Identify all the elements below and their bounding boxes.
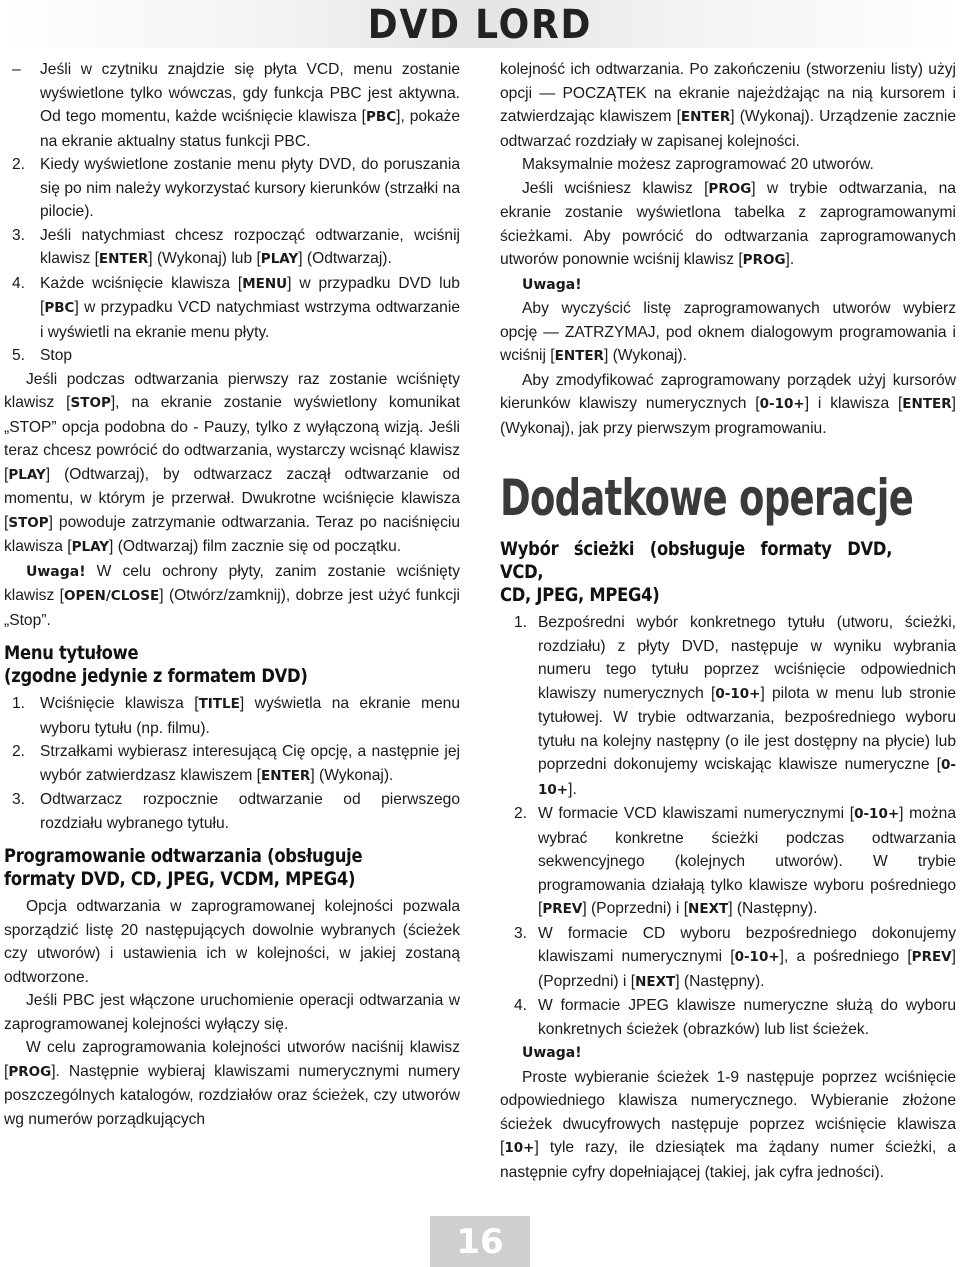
key-label: ENTER [260, 767, 311, 784]
key-label: 0-10+ [715, 685, 761, 702]
list-number: 3. [12, 226, 26, 244]
warning-label-line [500, 273, 956, 298]
key-label: MENU [242, 275, 288, 292]
list-item: 5. Stop [4, 344, 460, 368]
section-heading-programming: Programowanie odtwarzania (obsługuje formaty DVD, CD, JPEG, VCDM, MPEG4) [4, 845, 363, 890]
list-number: 4. [12, 274, 26, 292]
key-label: PBC [366, 109, 397, 125]
page-number: 16 [456, 1222, 504, 1262]
list-number: 2. [514, 805, 528, 822]
key-label: STOP [70, 395, 111, 411]
page-header [0, 0, 960, 52]
key-label: PROG [742, 252, 786, 268]
big-heading: Dodatkowe operacje [500, 469, 914, 527]
paragraph: kolejność ich odtwarzania. Po zakończeniu (stworzeniu listy) użyj opcji — POCZĄTEK na ekranie najeżdżając na nią kursorem i zatwierdzając klawiszem [ENTER] (Wykonaj). Urządzenie zacznie odtwarzać rozdziały w zapisanej kolejności. [500, 61, 956, 150]
list-number: 1. [514, 614, 528, 631]
list-item: 3. Jeśli natychmiast chcesz rozpocząć odtwarzanie, wciśnij klawisz [ENTER] (Wykonaj) lub [PLAY] (Odtwarzaj). [4, 224, 460, 272]
list-number: 5. [12, 347, 26, 364]
warning-label: Uwaga! [522, 276, 582, 293]
left-column [4, 58, 460, 1131]
section-heading-menu: Menu tytułowe (zgodne jedynie z formatem DVD) [4, 642, 308, 687]
key-label: PLAY [71, 539, 110, 555]
key-label: 0-10+ [538, 757, 956, 798]
list-item: 2. W formacie VCD klawiszami numerycznymi [0-10+] można wybrać konkretne ścieżki podczas odtwarzania sekwencyjnego (kolejnych utworów). W trybie programowania działają tylko klawisze wyboru pośredniego [PREV] (Poprzedni) i [NEXT] (Następny). [500, 802, 956, 922]
paragraph: W celu zaprogramowania kolejności utworów naciśnij klawisz [PROG]. Następnie wybieraj klawiszami numerycznymi numery poszczególnych katalogów, rozdziałów oraz ścieżek, czy utworów wg numerów porządkujących [4, 1039, 460, 1128]
brand-title: DVD LORD [367, 2, 593, 48]
list-item: 4. W formacie JPEG klawisze numeryczne służą do wyboru konkretnych ścieżek (obrazków) lub list ścieżek. [500, 994, 956, 1041]
key-label: 10+ [504, 1140, 535, 1156]
key-label: TITLE [198, 696, 240, 712]
key-label: ENTER [680, 109, 731, 125]
list-number: 3. [12, 791, 26, 808]
warning-label: Uwaga! [26, 563, 86, 580]
key-label: PREV [542, 901, 583, 917]
list-item: 3. W formacie CD wyboru bezpośredniego dokonujemy klawiszami numerycznymi [0-10+], a pośredniego [PREV] (Poprzedni) i [NEXT] (Następny). [500, 922, 956, 995]
warning-label: Uwaga! [522, 1045, 582, 1061]
warning-label-line [500, 1041, 956, 1066]
list-number: 3. [514, 924, 528, 942]
section-heading-track-select: Wybór ścieżki (obsługuje formaty DVD, VCD, CD, JPEG, MPEG4) [500, 538, 893, 606]
key-label: 0-10+ [854, 806, 900, 822]
key-label: ENTER [902, 396, 952, 412]
paragraph: Jeśli PBC jest włączone uruchomienie operacji odtwarzania w zaprogramowanej kolejności wyłączy się. [4, 992, 460, 1033]
key-label: 0-10+ [734, 949, 780, 965]
key-label: NEXT [688, 901, 729, 917]
key-label: NEXT [635, 973, 676, 990]
paragraph: Aby zmodyfikować zaprogramowany porządek użyj kursorów kierunków klawiszy numerycznych [0-10+] i klawisza [ENTER] (Wykonaj), jak przy pierwszym programowaniu. [500, 371, 956, 437]
key-label: PREV [911, 949, 952, 965]
list-item: 1. Wciśnięcie klawisza [TITLE] wyświetla na ekranie menu wyboru tytułu (np. filmu). [4, 692, 460, 740]
paragraph: Jeśli wciśniesz klawisz [PROG] w trybie odtwarzania, na ekranie zostanie wyświetlona tabelka z zaprogramowanymi ścieżkami. Aby powrócić do odtwarzania zaprogramowanych utworów ponownie wciśnij klawisz [PROG]. [500, 179, 956, 268]
right-column [500, 58, 956, 1184]
key-label: PLAY [260, 251, 299, 267]
key-label: PBC [44, 300, 75, 316]
key-label: ENTER [554, 348, 604, 364]
key-label: PROG [8, 1063, 52, 1080]
list-item: 3. Odtwarzacz rozpocznie odtwarzanie od pierwszego rozdziału wybranego tytułu. [4, 788, 460, 835]
list-item: 2. Strzałkami wybierasz interesującą Cię opcję, a następnie jej wybór zatwierdzasz klawiszem [ENTER] (Wykonaj). [4, 740, 460, 788]
key-label: OPEN/CLOSE [63, 588, 160, 604]
list-number: 4. [514, 997, 528, 1014]
paragraph: Opcja odtwarzania w zaprogramowanej kolejności pozwala sporządzić listę 20 następujących dowolnie wybranych (ścieżek czy utworów) i ustawienia ich w kolejności, w jakiej zostaną odtworzone. [4, 898, 460, 986]
paragraph: Maksymalnie możesz zaprogramować 20 utworów. [522, 156, 874, 173]
key-label: PROG [708, 180, 752, 197]
key-label: PLAY [8, 466, 46, 483]
key-label: ENTER [98, 251, 149, 267]
paragraph: Proste wybieranie ścieżek 1-9 następuje poprzez wciśnięcie odpowiedniego klawisza numerycznego. Wybieranie złożone ścieżek dwucyfrowych następuje poprzez wciśnięcie klawisza [10+] tyle razy, ile dziesiątek ma żądany numer ścieżki, a następnie cyfry dopełniającej (takiej, jak cyfra jedności). [500, 1068, 956, 1181]
list-number: 1. [12, 695, 26, 712]
list-item: 1. Bezpośredni wybór konkretnego tytułu (utworu, ścieżki, rozdziału) z płyty DVD, następuje w wyniku wybrania numeru tego tytułu poprzez wciśnięcie odpowiednich klawiszy numerycznych [0-10+] pilota w menu lub stronie tytułowej. W trybie odtwarzania, bezpośredniego wyboru tytułu na kolejny następny (o ile jest dostępny na płycie) lub poprzedni dokonujemy wciskając klawisze numeryczne [0-10+]. [500, 611, 956, 802]
warning-paragraph: Uwaga! W celu ochrony płyty, zanim zostanie wciśnięty klawisz [OPEN/CLOSE] (Otwórz/zamknij), dobrze jest użyć funkcji „Stop”. [4, 562, 460, 629]
list-item: 4. Każde wciśnięcie klawisza [MENU] w przypadku DVD lub [PBC] w przypadku VCD natychmiast wstrzyma odtwarzanie i wyświetli na ekranie menu płyty. [4, 272, 460, 345]
key-label: 0-10+ [759, 396, 805, 412]
pbc-info-item: – Jeśli w czytniku znajdzie się płyta VCD, menu zostanie wyświetlone tylko wówczas, gdy funkcja PBC jest aktywna. Od tego momentu, każde wciśnięcie klawisza [PBC], pokaże na ekranie aktualny status funkcji PBC. [4, 58, 460, 153]
list-number: 2. [12, 743, 26, 760]
paragraph: Aby wyczyścić listę zaprogramowanych utworów wybierz opcję — ZATRZYMAJ, pod oknem dialogowym programowania i wciśnij [ENTER] (Wykonaj). [500, 300, 956, 364]
list-number: 2. [12, 156, 26, 173]
dash-bullet: – [12, 61, 21, 78]
list-item: 2. Kiedy wyświetlone zostanie menu płyty DVD, do poruszania się po nim należy wykorzystać kursory kierunków (strzałki na pilocie). [4, 153, 460, 224]
key-label: STOP [8, 514, 49, 531]
page-number-box [430, 1216, 530, 1267]
stop-paragraph: Jeśli podczas odtwarzania pierwszy raz zostanie wciśnięty klawisz [STOP], na ekranie zostanie wyświetlony komunikat „STOP” opcja podobna do - Pauzy, tylko z wyłączoną wizją. Jeśli teraz chcesz powrócić do odtwarzania, wystarczy wcisnąć klawisz [PLAY] (Odtwarzaj), by odtwarzacz zaczął odtwarzanie od momentu, w którym je przerwał. Dwukrotne wciśnięcie klawisza [STOP] powoduje zatrzymanie odtwarzania. Teraz po naciśnięciu klawisza [PLAY] (Odtwarzaj) film zacznie się od początku. [4, 370, 460, 555]
